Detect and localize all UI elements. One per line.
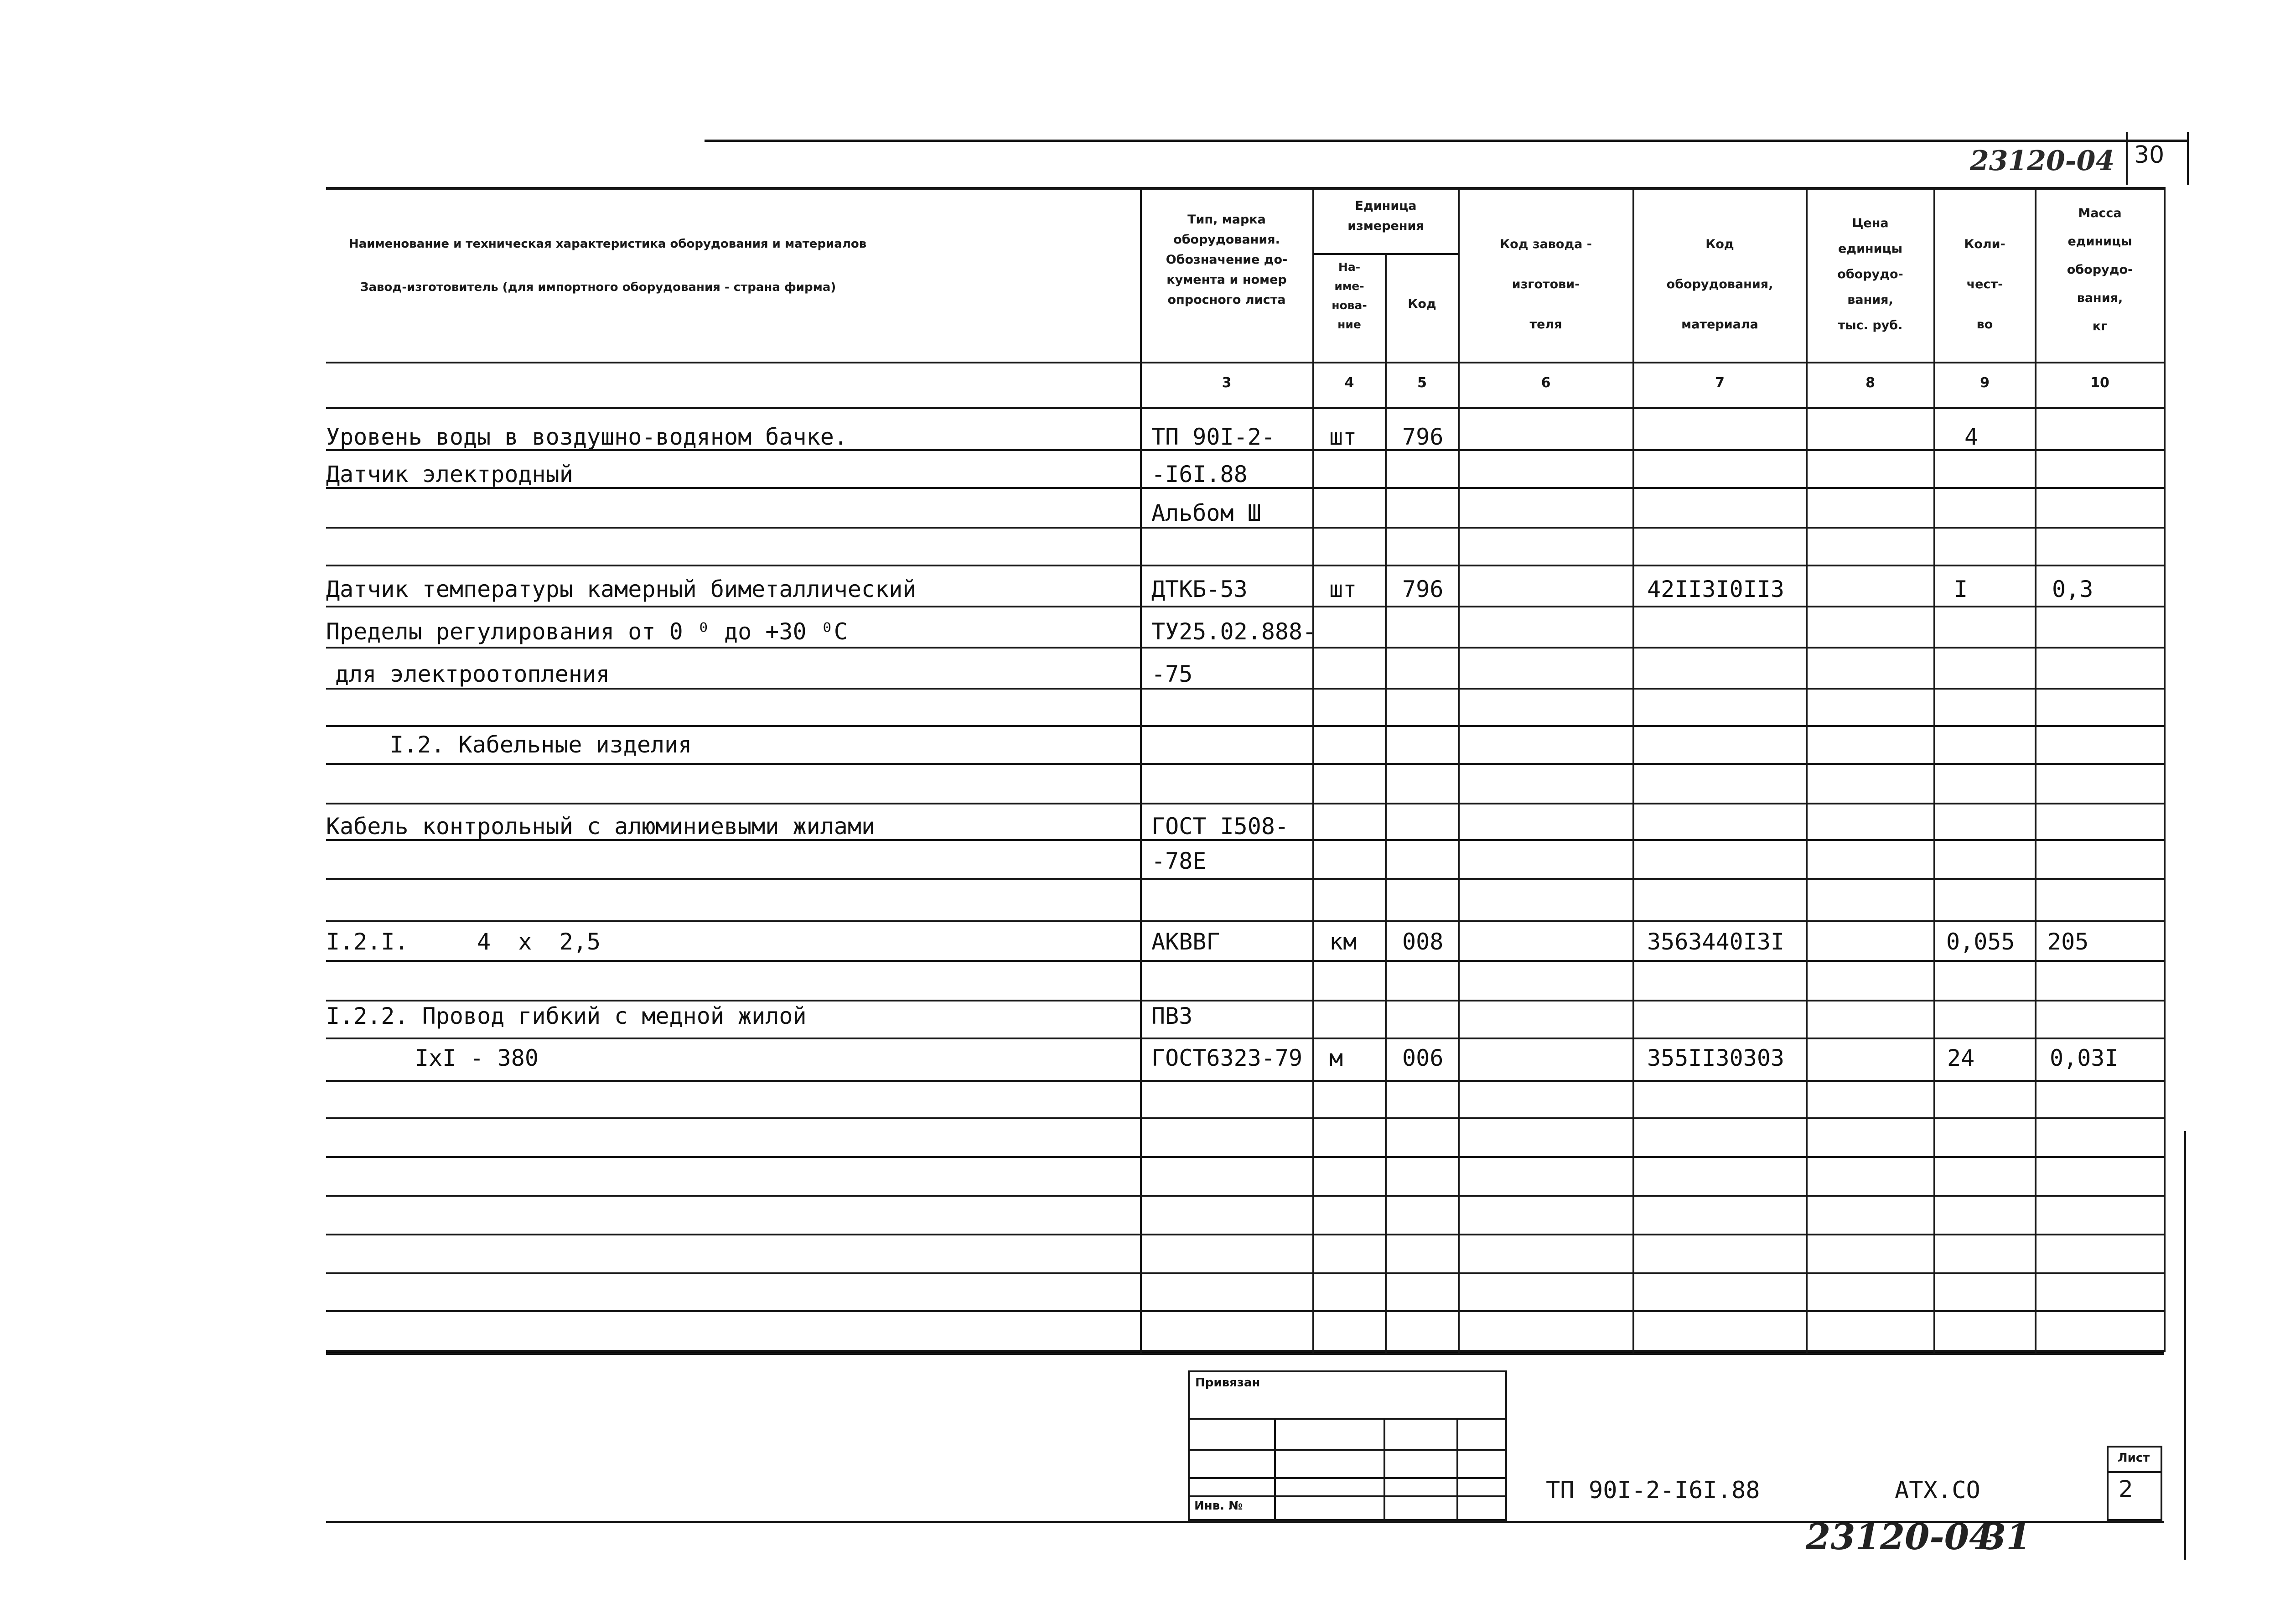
colnum-8: 8	[1865, 375, 1875, 391]
row-10-type: ПВЗ	[1151, 1003, 1193, 1029]
row-line	[326, 1350, 2164, 1352]
header-col1-line1: Наименование и техническая характеристика оборудования и материалов	[349, 237, 867, 251]
row-0-name: Уровень воды в воздушно-водяном бачке.	[326, 424, 848, 450]
row-line	[326, 1156, 2164, 1158]
header-col3: Тип, марка оборудования. Обозначение до- кумента и номер опросного листа	[1166, 213, 1288, 307]
header-col5: Код	[1408, 297, 1436, 311]
row-3-code: 42II3I0II3	[1647, 576, 1785, 602]
page-number-top: 30	[2134, 141, 2165, 169]
title-block-top-line	[326, 1352, 2164, 1355]
row-line	[326, 1117, 2164, 1119]
privyazan-stamp-box	[1188, 1370, 1507, 1521]
page-number-box-left	[2126, 132, 2128, 185]
column-number-bottom-line	[326, 407, 2164, 409]
sheet-number: 2	[2119, 1476, 2133, 1502]
row-line	[326, 1234, 2164, 1235]
row-1-type: -I6I.88	[1151, 461, 1248, 488]
stamp-vline	[1274, 1418, 1276, 1520]
row-11-name: IхI - 380	[415, 1045, 539, 1071]
page-number-bottom: 31	[1981, 1516, 2031, 1558]
header-bottom-line	[326, 362, 2164, 363]
row-10-name: I.2.2. Провод гибкий с медной жилой	[326, 1003, 807, 1029]
header-top-line	[326, 187, 2164, 190]
inv-no-label: Инв. №	[1194, 1499, 1243, 1513]
row-line	[326, 1038, 2164, 1039]
row-11-code: 355II30303	[1647, 1045, 1785, 1071]
row-9-name: I.2.I. 4 х 2,5	[326, 929, 601, 955]
col-sep-10	[2035, 187, 2036, 1352]
archive-number-top: 23120-04	[1970, 145, 2115, 177]
row-line	[326, 527, 2164, 529]
colnum-10: 10	[2090, 375, 2109, 391]
header-col4: На- име- нова- ние	[1332, 260, 1367, 331]
row-6-section-heading: I.2. Кабельные изделия	[390, 732, 692, 758]
colnum-9: 9	[1980, 375, 1990, 391]
row-line	[326, 688, 2164, 690]
privyazan-label: Привязан	[1195, 1376, 1260, 1390]
stamp-vline	[1384, 1418, 1385, 1520]
row-11-type: ГОСТ6323-79	[1151, 1045, 1303, 1071]
row-9-unit: км	[1329, 929, 1357, 955]
col-sep-4	[1312, 187, 1314, 1352]
row-line	[326, 647, 2164, 649]
row-11-mass: 0,03I	[2050, 1045, 2119, 1071]
row-3-type: ДТКБ-53	[1151, 576, 1248, 602]
row-5-name: для электроотопления	[335, 661, 610, 687]
row-9-type: АКВВГ	[1151, 929, 1220, 955]
row-2-type: Альбом Ш	[1151, 500, 1261, 526]
colnum-6: 6	[1541, 375, 1551, 391]
row-4-type: ТУ25.02.888-	[1151, 618, 1316, 645]
row-11-unit: м	[1329, 1045, 1343, 1071]
col-sep-8	[1806, 187, 1808, 1352]
row-0-qty: 4	[1964, 424, 1979, 450]
row-line	[326, 565, 2164, 566]
row-5-type: -75	[1151, 661, 1193, 687]
row-3-unit: шт	[1329, 576, 1357, 602]
top-border-line	[705, 140, 2189, 142]
row-line	[326, 1080, 2164, 1082]
row-line	[326, 1272, 2164, 1274]
col-sep-right	[2164, 187, 2166, 1352]
row-4-name: Пределы регулирования от 0 ⁰ до +30 ⁰С	[326, 618, 848, 645]
row-11-qty: 24	[1947, 1045, 1975, 1071]
row-9-qty: 0,055	[1946, 929, 2015, 955]
sheet-box-divider	[2109, 1471, 2161, 1473]
col-sep-7	[1632, 187, 1634, 1352]
row-3-qty: I	[1954, 576, 1968, 602]
row-7-type: ГОСТ I508-	[1151, 813, 1289, 840]
row-line	[326, 1000, 2164, 1001]
sheet-label: Лист	[2118, 1451, 2150, 1465]
colnum-4: 4	[1344, 375, 1354, 391]
row-3-unit-code: 796	[1402, 576, 1444, 602]
row-line	[326, 1310, 2164, 1312]
row-3-mass: 0,3	[2052, 576, 2093, 602]
row-line	[326, 803, 2164, 804]
header-col8: Цена единицы оборудо- вания, тыс. руб.	[1837, 216, 1903, 332]
row-line	[326, 960, 2164, 962]
col-sep-9	[1933, 187, 1935, 1352]
col-sep-3	[1140, 187, 1142, 1352]
sheet-number-box	[2107, 1446, 2162, 1521]
row-9-mass: 205	[2047, 929, 2089, 955]
row-0-unit: шт	[1329, 424, 1357, 450]
row-9-unit-code: 008	[1402, 929, 1444, 955]
page-number-box-right	[2187, 132, 2189, 185]
col-sep-6	[1458, 187, 1460, 1352]
row-line	[326, 920, 2164, 922]
row-0-type: ТП 90I-2-	[1151, 424, 1275, 450]
row-line	[326, 878, 2164, 880]
row-line	[326, 1195, 2164, 1197]
row-7-name: Кабель контрольный с алюминиевыми жилами	[326, 813, 876, 840]
header-unit-group: Единица измерения	[1347, 199, 1424, 233]
header-col10: Масса единицы оборудо- вания, кг	[2067, 206, 2133, 333]
sheet-designation: АТХ.СО	[1895, 1477, 1980, 1504]
row-line	[326, 763, 2164, 765]
row-11-unit-code: 006	[1402, 1045, 1444, 1071]
colnum-7: 7	[1715, 375, 1725, 391]
outer-right-margin-line	[2184, 1131, 2186, 1560]
header-col9: Коли- чест- во	[1964, 237, 2005, 332]
row-8-type: -78Е	[1151, 848, 1207, 874]
row-1-name: Датчик электродный	[326, 461, 573, 488]
row-3-name: Датчик температуры камерный биметаллический	[326, 576, 917, 602]
colnum-3: 3	[1222, 375, 1232, 391]
header-col7: Код оборудования, материала	[1666, 237, 1773, 332]
document-code: ТП 90I-2-I6I.88	[1546, 1477, 1760, 1504]
archive-number-bottom: 23120-04	[1806, 1516, 1994, 1558]
header-col6: Код завода - изготови- теля	[1500, 237, 1592, 332]
header-col1-line2: Завод-изготовитель (для импортного оборудования - страна фирма)	[360, 280, 836, 294]
row-9-code: 3563440I3I	[1647, 929, 1785, 955]
row-0-unit-code: 796	[1402, 424, 1444, 450]
row-line	[326, 725, 2164, 727]
row-line	[326, 606, 2164, 607]
colnum-5: 5	[1417, 375, 1427, 391]
stamp-vline	[1456, 1418, 1458, 1520]
